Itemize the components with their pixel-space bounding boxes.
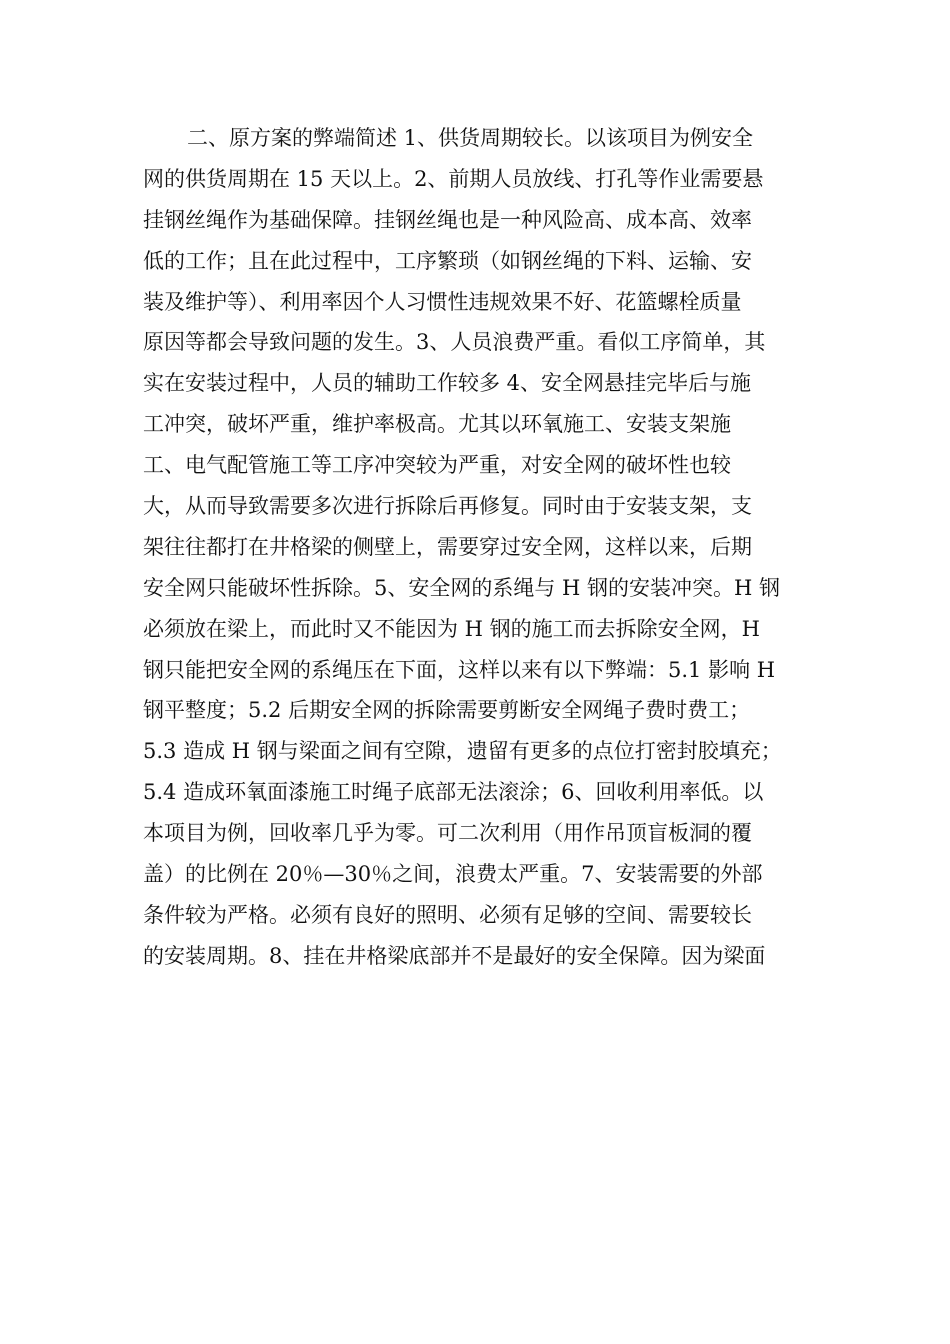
text-line: 钢只能把安全网的系绳压在下面，这样以来有以下弊端：5.1 影响 H: [143, 657, 776, 682]
text-line: 原因等都会导致问题的发生。3、人员浪费严重。看似工序简单，其: [143, 330, 766, 355]
text-line: 挂钢丝绳作为基础保障。挂钢丝绳也是一种风险高、成本高、效率: [143, 207, 752, 232]
text-line: 钢平整度；5.2 后期安全网的拆除需要剪断安全网绳子费时费工；: [143, 698, 751, 723]
text-line: 本项目为例，回收率几乎为零。可二次利用（用作吊顶盲板洞的覆: [143, 821, 752, 846]
text-line: 工冲突，破坏严重，维护率极高。尤其以环氧施工、安装支架施: [143, 412, 731, 437]
text-line: 5.3 造成 H 钢与梁面之间有空隙，遗留有更多的点位打密封胶填充；: [143, 739, 782, 764]
text-line: 5.4 造成环氧面漆施工时绳子底部无法滚涂；6、回收利用率低。以: [143, 780, 764, 805]
body-paragraph: [143, 118, 813, 977]
text-line: 工、电气配管施工等工序冲突较为严重，对安全网的破坏性也较: [143, 453, 731, 478]
text-line: 二、原方案的弊端简述 1、供货周期较长。以该项目为例安全: [187, 126, 754, 150]
text-line: 安全网只能破坏性拆除。5、安全网的系绳与 H 钢的安装冲突。H 钢: [143, 575, 781, 600]
text-line: 架往往都打在井格梁的侧壁上，需要穿过安全网，这样以来，后期: [143, 534, 752, 559]
text-line: 低的工作；且在此过程中，工序繁琐（如钢丝绳的下料、运输、安: [143, 248, 752, 273]
text-line: 盖）的比例在 20％—30％之间，浪费太严重。7、安装需要的外部: [143, 862, 763, 887]
text-line: 装及维护等）、利用率因个人习惯性违规效果不好、花篮螺栓质量: [143, 289, 742, 314]
text-line: 必须放在梁上，而此时又不能因为 H 钢的施工而去拆除安全网，H: [143, 616, 760, 641]
text-line: 大，从而导致需要多次进行拆除后再修复。同时由于安装支架，支: [143, 494, 752, 519]
text-line: 的安装周期。8、挂在井格梁底部并不是最好的安全保障。因为梁面: [143, 943, 766, 968]
text-line: 网的供货周期在 15 天以上。2、前期人员放线、打孔等作业需要悬: [143, 166, 764, 191]
text-line: 条件较为严格。必须有良好的照明、必须有足够的空间、需要较长: [143, 902, 752, 927]
text-line: 实在安装过程中，人员的辅助工作较多 4、安全网悬挂完毕后与施: [143, 371, 752, 396]
